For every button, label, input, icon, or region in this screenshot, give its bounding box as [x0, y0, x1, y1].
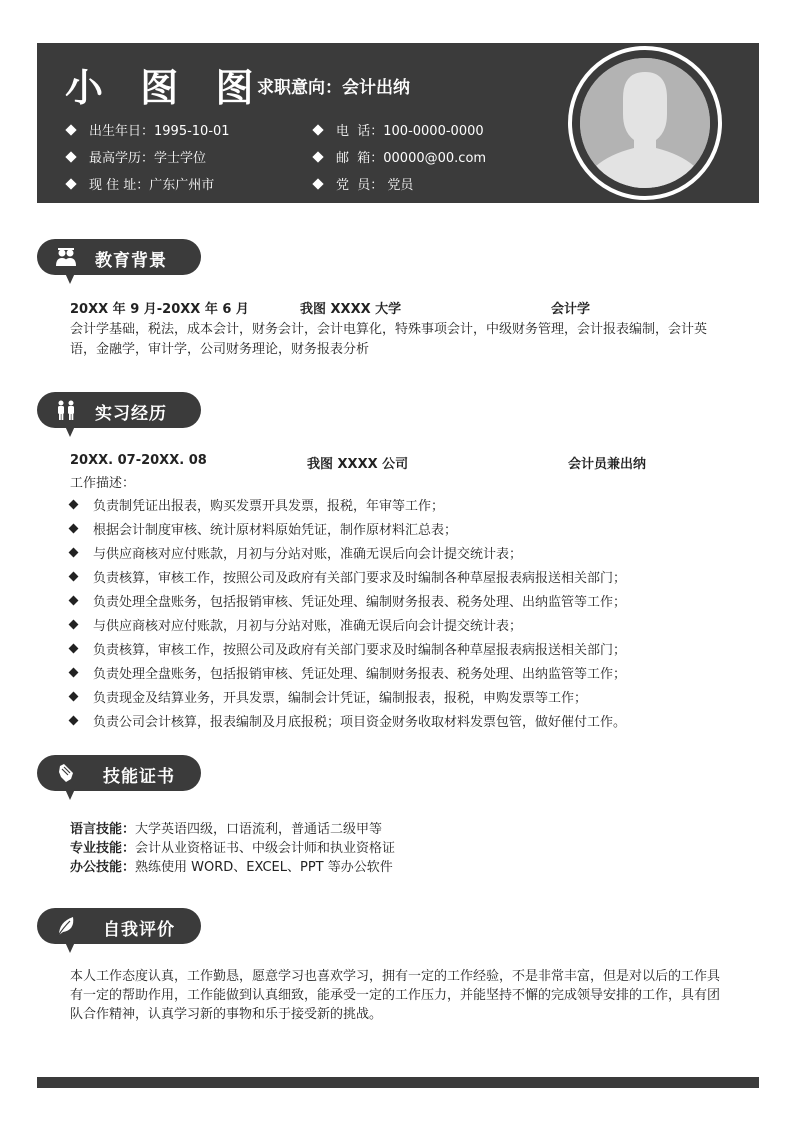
section-title-education [37, 239, 201, 275]
self-eval-text: 本人工作态度认真，工作勤恳，愿意学习也喜欢学习，拥有一定的工作经验，不是非常丰富，但是对以后的工作具有一定的帮助作用，工作能做到认真细致，能承受一定的工作压力，并能坚持不懈的完成领导安排的工作，具有团队合作精神，认真学习新的事物和乐于接受新的挑战。 [70, 969, 721, 1022]
info-party: 党 员： 党员 [314, 174, 413, 193]
diamond-bullet-icon [312, 151, 323, 162]
list-item: 负责核算，审核工作，按照公司及政府有关部门要求及时编制各种草屋报表病报送相关部门； [70, 567, 626, 586]
diamond-bullet-icon [69, 620, 79, 630]
avatar [568, 46, 722, 200]
list-item: 负责处理全盘账务，包括报销审核、凭证处理、编制财务报表、税务处理、出纳监管等工作； [70, 591, 626, 610]
resume-header [37, 43, 759, 203]
info-email: 邮 箱：00000@00.com [314, 147, 486, 166]
job-intent: 求职意向：会计出纳 [257, 78, 410, 98]
diamond-bullet-icon [69, 668, 79, 678]
section-title-text: 技能证书 [103, 767, 175, 787]
diamond-bullet-icon [69, 524, 79, 534]
section-title-internship [37, 392, 201, 428]
list-item: 负责处理全盘账务，包括报销审核、凭证处理、编制财务报表、税务处理、出纳监管等工作； [70, 663, 626, 682]
list-item: 负责核算，审核工作，按照公司及政府有关部门要求及时编制各种草屋报表病报送相关部门； [70, 639, 626, 658]
skill-professional: 专业技能：会计从业资格证书、中级会计师和执业资格证 [70, 841, 396, 856]
leaf-icon [55, 916, 77, 936]
people-icon [55, 400, 77, 420]
diamond-bullet-icon [69, 716, 79, 726]
internship-date: 20XX. 07-20XX. 08 [70, 453, 207, 468]
person-silhouette-icon [580, 58, 710, 188]
education-major: 会计学 [551, 302, 591, 317]
section-title-text: 实习经历 [95, 404, 167, 424]
list-item: 负责现金及结算业务，开具发票，编制会计凭证，编制报表，报税，申购发票等工作； [70, 687, 587, 706]
info-degree: 最高学历：学士学位 [67, 147, 206, 166]
education-date: 20XX 年 9 月-20XX 年 6 月 [70, 302, 249, 317]
diamond-bullet-icon [69, 572, 79, 582]
list-item: 与供应商核对应付账款，月初与分站对账，准确无误后向会计提交统计表； [70, 543, 522, 562]
list-item: 与供应商核对应付账款，月初与分站对账，准确无误后向会计提交统计表； [70, 615, 522, 634]
internship-position: 会计员兼出纳 [568, 457, 647, 472]
info-birthdate: 出生年日：1995-10-01 [67, 120, 230, 139]
diamond-bullet-icon [312, 124, 323, 135]
education-courses: 会计学基础，税法，成本会计，财务会计，会计电算化，特殊事项会计，中级财务管理，会计报表编制，会计英语，金融学，审计学，公司财务理论，财务报表分析 [70, 322, 708, 357]
diamond-bullet-icon [69, 644, 79, 654]
section-title-self-eval [37, 908, 201, 944]
list-item: 根据会计制度审核、统计原材料原始凭证，制作原材料汇总表； [70, 519, 457, 538]
diamond-bullet-icon [69, 692, 79, 702]
diamond-bullet-icon [65, 124, 76, 135]
list-item: 负责公司会计核算，报表编制及月底报税；项目资金财务收取材料发票包管，做好催付工作。 [70, 711, 626, 730]
graduates-icon [55, 247, 77, 267]
diamond-bullet-icon [65, 151, 76, 162]
list-item: 负责制凭证出报表，购买发票开具发票，报税，年审等工作； [70, 495, 444, 514]
work-desc-label: 工作描述： [70, 476, 136, 491]
diamond-bullet-icon [69, 596, 79, 606]
footer-bar [37, 1077, 759, 1088]
section-title-text: 教育背景 [95, 251, 167, 271]
diamond-bullet-icon [69, 500, 79, 510]
info-phone: 电 话：100-0000-0000 [314, 120, 484, 139]
hand-pointer-icon [55, 763, 77, 783]
internship-company: 我图 XXXX 公司 [307, 457, 409, 472]
skill-language: 语言技能：大学英语四级，口语流利，普通话二级甲等 [70, 822, 383, 837]
education-school: 我图 XXXX 大学 [300, 302, 402, 317]
diamond-bullet-icon [312, 178, 323, 189]
section-title-text: 自我评价 [103, 920, 175, 940]
candidate-name: 小 图 图 [65, 66, 266, 110]
diamond-bullet-icon [65, 178, 76, 189]
skill-office: 办公技能：熟练使用 WORD、EXCEL、PPT 等办公软件 [70, 860, 393, 875]
info-address: 现 住 址：广东广州市 [67, 174, 214, 193]
section-title-skills [37, 755, 201, 791]
diamond-bullet-icon [69, 548, 79, 558]
